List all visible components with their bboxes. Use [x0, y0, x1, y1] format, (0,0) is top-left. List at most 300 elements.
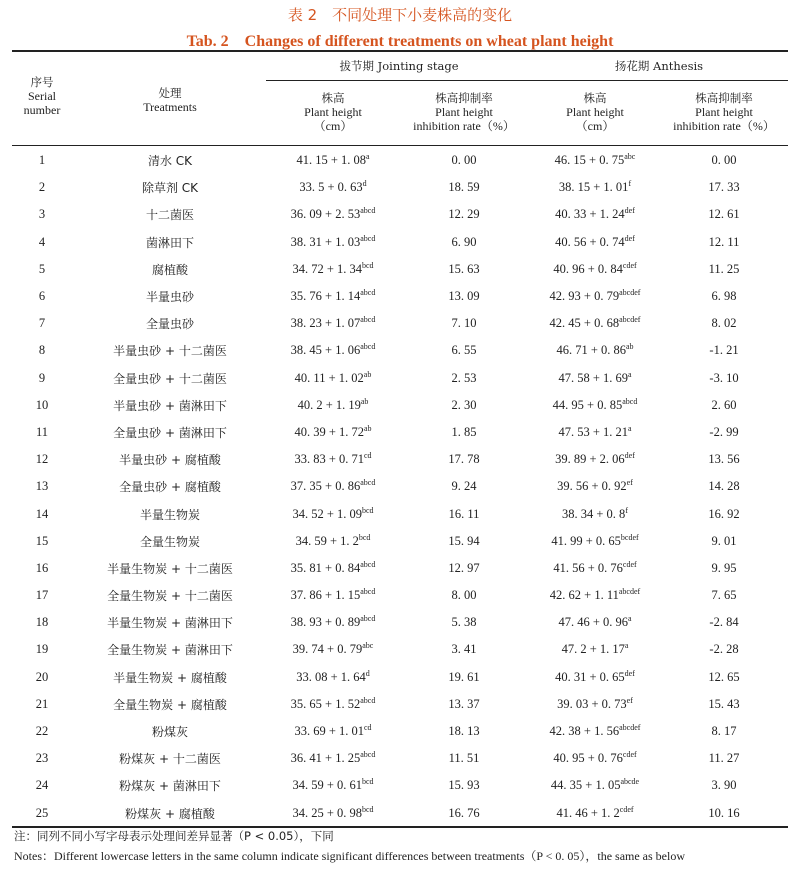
anthesis-rate-cell — [660, 664, 788, 691]
treatment-cell-value: 菌淋田下 — [145, 235, 194, 250]
jointing-rate-cell-value: 16. 11 — [448, 506, 480, 521]
serial-number-cell-value: 3 — [38, 207, 46, 222]
jointing-rate-cell-value: 1. 85 — [451, 424, 477, 439]
significance-letters: abcd — [360, 559, 376, 569]
anthesis-height-cell-value: 39. 56 + 0. 92 — [557, 479, 627, 494]
treatment-cell — [72, 201, 268, 228]
serial-number-cell — [12, 283, 72, 310]
significance-letters: def — [624, 233, 635, 243]
serial-number-cell-value: 23 — [35, 751, 49, 766]
anthesis-height-cell — [530, 419, 660, 446]
anthesis-rate-cell — [660, 691, 788, 718]
jointing-rate-cell-value: 15. 93 — [448, 778, 480, 793]
jointing-rate-cell — [398, 609, 530, 636]
header-treat-en: Treatments — [143, 100, 197, 114]
jointing-rate-cell — [398, 718, 530, 745]
anthesis-height-cell — [530, 636, 660, 663]
jointing-height-cell — [268, 256, 398, 283]
treatment-cell — [72, 664, 268, 691]
significance-letters: abcd — [360, 206, 376, 216]
jointing-rate-cell-value: 16. 76 — [448, 805, 480, 820]
significance-letters: cd — [364, 451, 372, 461]
table-row — [12, 392, 788, 419]
anthesis-rate-cell — [660, 772, 788, 799]
anthesis-rate-cell-value: 11. 27 — [708, 751, 740, 766]
jointing-height-cell — [268, 419, 398, 446]
anthesis-height-cell-value: 42. 45 + 0. 68 — [549, 316, 620, 331]
header-anthesis-height — [530, 91, 660, 133]
table-row — [12, 636, 788, 663]
serial-number-cell — [12, 392, 72, 419]
significance-letters: cdef — [622, 260, 637, 270]
serial-number-cell-value: 7 — [38, 316, 46, 331]
header-height-en: Plant height — [566, 105, 624, 119]
jointing-height-cell — [268, 800, 398, 827]
anthesis-rate-cell-value: 0. 00 — [711, 153, 737, 168]
jointing-height-cell — [268, 745, 398, 772]
anthesis-height-cell-value: 40. 96 + 0. 84 — [553, 261, 623, 276]
anthesis-rate-cell — [660, 256, 788, 283]
table-row — [12, 283, 788, 310]
treatment-cell-value: 全量生物炭 — [139, 534, 200, 549]
jointing-rate-cell-value: 12. 97 — [448, 560, 480, 575]
anthesis-height-cell — [530, 473, 660, 500]
anthesis-height-cell — [530, 691, 660, 718]
jointing-rate-cell — [398, 446, 530, 473]
serial-number-cell-value: 8 — [38, 343, 46, 358]
anthesis-height-cell-value: 39. 03 + 0. 73 — [557, 696, 627, 711]
anthesis-rate-cell-value: 13. 56 — [708, 452, 740, 467]
jointing-height-cell-value: 40. 39 + 1. 72 — [294, 424, 364, 439]
table-row — [12, 473, 788, 500]
treatment-cell-value: 十二菌医 — [145, 208, 194, 223]
significance-letters: cd — [364, 723, 372, 733]
significance-letters: a — [628, 369, 632, 379]
treatment-cell — [72, 419, 268, 446]
table-row — [12, 745, 788, 772]
anthesis-height-cell — [530, 201, 660, 228]
header-treat-cn: 处理 — [158, 86, 182, 100]
header-serial-en-2: number — [23, 103, 61, 117]
serial-number-cell-value: 6 — [38, 289, 46, 304]
serial-number-cell — [12, 365, 72, 392]
jointing-rate-cell-value: 11. 51 — [448, 751, 480, 766]
anthesis-height-cell — [530, 365, 660, 392]
serial-number-cell — [12, 201, 72, 228]
anthesis-rate-cell-value: 8. 02 — [711, 316, 737, 331]
header-treatments — [72, 86, 268, 114]
jointing-rate-cell-value: 2. 30 — [451, 397, 477, 412]
anthesis-height-cell — [530, 664, 660, 691]
anthesis-height-cell-value: 40. 31 + 0. 65 — [555, 669, 625, 684]
table-row — [12, 337, 788, 364]
anthesis-rate-cell — [660, 147, 788, 174]
anthesis-height-cell — [530, 582, 660, 609]
treatment-cell — [72, 310, 268, 337]
jointing-height-cell — [268, 473, 398, 500]
table-row — [12, 528, 788, 555]
significance-letters: abcd — [360, 587, 376, 597]
header-height-cn: 株高 — [583, 91, 607, 105]
significance-letters: bcd — [362, 777, 374, 787]
anthesis-rate-cell-value: -1. 21 — [709, 343, 739, 358]
table-row — [12, 772, 788, 799]
serial-number-cell — [12, 337, 72, 364]
treatment-cell — [72, 365, 268, 392]
serial-number-cell-value: 13 — [35, 479, 49, 494]
anthesis-rate-cell-value: 12. 11 — [708, 234, 740, 249]
anthesis-rate-cell — [660, 555, 788, 582]
significance-letters: abcdef — [619, 723, 641, 733]
header-rate-en-1: Plant height — [435, 105, 493, 119]
serial-number-cell-value: 10 — [35, 397, 49, 412]
header-rate-cn: 株高抑制率 — [695, 91, 753, 105]
serial-number-cell — [12, 446, 72, 473]
anthesis-height-cell-value: 46. 71 + 0. 86 — [556, 343, 626, 358]
treatment-cell — [72, 473, 268, 500]
significance-letters: abcd — [360, 288, 376, 298]
jointing-rate-cell — [398, 528, 530, 555]
jointing-height-cell — [268, 609, 398, 636]
serial-number-cell — [12, 691, 72, 718]
serial-number-cell-value: 25 — [35, 805, 49, 820]
anthesis-height-cell-value: 40. 56 + 0. 74 — [555, 234, 625, 249]
treatment-cell-value: 半量生物炭 + 腐植酸 — [113, 670, 227, 685]
anthesis-height-cell — [530, 609, 660, 636]
jointing-height-cell — [268, 500, 398, 527]
serial-number-cell-value: 16 — [35, 560, 49, 575]
significance-letters: bcd — [362, 804, 374, 814]
serial-number-cell — [12, 174, 72, 201]
anthesis-rate-cell-value: 14. 28 — [708, 479, 740, 494]
significance-letters: abcd — [360, 695, 376, 705]
jointing-height-cell — [268, 365, 398, 392]
significance-letters: a — [624, 641, 629, 651]
table-title-en: Tab. 2 Changes of different treatments on wheat plant height — [186, 33, 614, 50]
anthesis-height-cell — [530, 283, 660, 310]
serial-number-cell-value: 21 — [35, 696, 49, 711]
jointing-rate-cell — [398, 582, 530, 609]
jointing-height-cell — [268, 446, 398, 473]
jointing-height-cell-value: 35. 65 + 1. 52 — [290, 696, 361, 711]
jointing-rate-cell — [398, 337, 530, 364]
jointing-rate-cell-value: 15. 63 — [448, 261, 480, 276]
anthesis-rate-cell-value: 12. 61 — [708, 207, 740, 222]
significance-letters: bcd — [362, 505, 374, 515]
serial-number-cell-value: 5 — [38, 261, 46, 276]
jointing-height-cell-value: 37. 86 + 1. 15 — [290, 588, 361, 603]
anthesis-rate-cell-value: 17. 33 — [708, 180, 740, 195]
significance-letters: a — [366, 152, 370, 162]
anthesis-rate-cell-value: 16. 92 — [708, 506, 740, 521]
anthesis-height-cell-value: 39. 89 + 2. 06 — [555, 452, 625, 467]
anthesis-rate-cell-value: 7. 65 — [711, 588, 737, 603]
treatment-cell — [72, 772, 268, 799]
anthesis-height-cell-value: 41. 56 + 0. 76 — [553, 560, 623, 575]
jointing-rate-cell-value: 8. 00 — [451, 588, 477, 603]
treatment-cell-value: 粉煤灰 + 十二菌医 — [119, 752, 221, 767]
table-row — [12, 147, 788, 174]
treatment-cell — [72, 392, 268, 419]
table-row — [12, 365, 788, 392]
table-row — [12, 664, 788, 691]
anthesis-rate-cell — [660, 419, 788, 446]
anthesis-height-cell-value: 47. 58 + 1. 69 — [558, 370, 628, 385]
anthesis-height-cell — [530, 392, 660, 419]
jointing-rate-cell-value: 13. 09 — [448, 289, 480, 304]
header-height-unit: （cm） — [575, 119, 615, 133]
anthesis-rate-cell — [660, 337, 788, 364]
serial-number-cell — [12, 664, 72, 691]
jointing-rate-cell-value: 9. 24 — [451, 479, 477, 494]
jointing-height-cell-value: 34. 25 + 0. 98 — [292, 805, 362, 820]
treatment-cell — [72, 609, 268, 636]
note-cn: 注：同列不同小写字母表示处理间差异显著（P < 0.05），下同 — [14, 829, 334, 843]
treatment-cell-value: 半量生物炭 — [139, 507, 200, 522]
significance-letters: abcde — [620, 777, 640, 787]
jointing-height-cell-value: 34. 72 + 1. 34 — [292, 261, 362, 276]
serial-number-cell-value: 9 — [38, 370, 46, 385]
serial-number-cell-value: 1 — [38, 153, 46, 168]
jointing-rate-cell-value: 6. 90 — [451, 234, 477, 249]
header-anthesis-rate — [660, 91, 788, 133]
anthesis-rate-cell — [660, 201, 788, 228]
significance-letters: def — [624, 206, 635, 216]
serial-number-cell-value: 19 — [35, 642, 49, 657]
significance-letters: bcd — [358, 532, 371, 542]
treatment-cell — [72, 555, 268, 582]
jointing-height-cell — [268, 392, 398, 419]
serial-number-cell — [12, 772, 72, 799]
anthesis-rate-cell — [660, 636, 788, 663]
anthesis-rate-cell-value: 2. 60 — [711, 397, 737, 412]
serial-number-cell-value: 18 — [35, 615, 49, 630]
jointing-height-cell-value: 35. 81 + 0. 84 — [290, 560, 361, 575]
significance-letters: bcdef — [620, 532, 639, 542]
treatment-cell — [72, 446, 268, 473]
jointing-rate-cell — [398, 201, 530, 228]
treatment-cell-value: 全量生物炭 + 腐植酸 — [113, 697, 227, 712]
anthesis-rate-cell — [660, 283, 788, 310]
anthesis-rate-cell — [660, 582, 788, 609]
jointing-height-cell-value: 37. 35 + 0. 86 — [290, 479, 361, 494]
treatment-cell-value: 半量虫砂 + 十二菌医 — [113, 344, 227, 359]
header-jointing-height — [268, 91, 398, 133]
jointing-height-cell-value: 40. 11 + 1. 02 — [294, 370, 364, 385]
jointing-height-cell-value: 33. 08 + 1. 64 — [296, 669, 366, 684]
significance-letters: cdef — [622, 559, 637, 569]
treatment-cell-value: 全量生物炭 + 菌淋田下 — [107, 643, 233, 658]
jointing-rate-cell-value: 18. 59 — [448, 180, 480, 195]
anthesis-height-cell-value: 41. 46 + 1. 2 — [556, 805, 620, 820]
serial-number-cell — [12, 473, 72, 500]
header-anthesis: 扬花期 Anthesis — [614, 59, 704, 73]
jointing-rate-cell — [398, 555, 530, 582]
jointing-height-cell-value: 33. 83 + 0. 71 — [294, 452, 364, 467]
treatment-cell — [72, 636, 268, 663]
header-jointing-stage: 拔节期 Jointing stage — [339, 59, 459, 73]
jointing-rate-cell-value: 5. 38 — [451, 615, 477, 630]
subheader-rule — [266, 80, 788, 81]
significance-letters: ab — [626, 342, 634, 352]
jointing-height-cell-value: 38. 93 + 0. 89 — [290, 615, 361, 630]
significance-letters: f — [628, 179, 632, 189]
anthesis-height-cell — [530, 555, 660, 582]
anthesis-height-cell-value: 38. 34 + 0. 8 — [562, 506, 626, 521]
jointing-rate-cell-value: 13. 37 — [448, 696, 480, 711]
anthesis-height-cell — [530, 772, 660, 799]
significance-letters: cdef — [622, 750, 637, 760]
anthesis-rate-cell — [660, 718, 788, 745]
serial-number-cell — [12, 500, 72, 527]
anthesis-height-cell-value: 46. 15 + 0. 75 — [554, 153, 625, 168]
treatment-cell-value: 粉煤灰 + 腐植酸 — [125, 806, 215, 821]
anthesis-rate-cell-value: -2. 28 — [709, 642, 739, 657]
header-height-cn: 株高 — [321, 91, 345, 105]
serial-number-cell — [12, 800, 72, 827]
serial-number-cell-value: 2 — [38, 180, 46, 195]
top-rule — [12, 50, 788, 52]
serial-number-cell — [12, 310, 72, 337]
table-row — [12, 555, 788, 582]
jointing-height-cell — [268, 772, 398, 799]
serial-number-cell-value: 22 — [35, 724, 49, 739]
anthesis-height-cell-value: 41. 99 + 0. 65 — [551, 533, 621, 548]
anthesis-rate-cell — [660, 500, 788, 527]
header-rate-en-1: Plant height — [695, 105, 753, 119]
treatment-cell-value: 除草剂 CK — [141, 181, 199, 196]
jointing-rate-cell — [398, 365, 530, 392]
header-serial-en-1: Serial — [28, 89, 56, 103]
significance-letters: abcdef — [619, 315, 641, 325]
jointing-height-cell-value: 34. 52 + 1. 09 — [292, 506, 362, 521]
jointing-height-cell — [268, 229, 398, 256]
header-serial-cn: 序号 — [30, 75, 54, 89]
anthesis-rate-cell-value: -2. 84 — [709, 615, 739, 630]
jointing-rate-cell — [398, 310, 530, 337]
anthesis-rate-cell-value: -2. 99 — [709, 424, 739, 439]
serial-number-cell — [12, 636, 72, 663]
treatment-cell — [72, 745, 268, 772]
treatment-cell — [72, 256, 268, 283]
jointing-rate-cell — [398, 745, 530, 772]
anthesis-rate-cell-value: 6. 98 — [711, 289, 737, 304]
anthesis-rate-cell — [660, 609, 788, 636]
jointing-rate-cell — [398, 691, 530, 718]
jointing-rate-cell — [398, 500, 530, 527]
significance-letters: d — [365, 668, 370, 678]
treatment-cell — [72, 718, 268, 745]
header-bottom-rule — [12, 145, 788, 146]
jointing-rate-cell-value: 12. 29 — [448, 207, 480, 222]
table-row — [12, 446, 788, 473]
serial-number-cell-value: 17 — [35, 588, 49, 603]
jointing-height-cell-value: 38. 23 + 1. 07 — [290, 316, 361, 331]
treatment-cell — [72, 283, 268, 310]
jointing-height-cell — [268, 636, 398, 663]
anthesis-height-cell — [530, 256, 660, 283]
jointing-height-cell — [268, 201, 398, 228]
anthesis-height-cell-value: 42. 93 + 0. 79 — [549, 289, 620, 304]
anthesis-height-cell-value: 40. 33 + 1. 24 — [555, 207, 625, 222]
jointing-height-cell — [268, 528, 398, 555]
jointing-height-cell — [268, 147, 398, 174]
jointing-rate-cell-value: 3. 41 — [451, 642, 477, 657]
anthesis-height-cell — [530, 337, 660, 364]
table-row — [12, 201, 788, 228]
jointing-rate-cell — [398, 473, 530, 500]
treatment-cell-value: 半量虫砂 — [145, 290, 194, 305]
significance-letters: f — [625, 505, 628, 515]
significance-letters: abcd — [360, 233, 376, 243]
jointing-height-cell-value: 33. 5 + 0. 63 — [299, 180, 363, 195]
jointing-rate-cell — [398, 256, 530, 283]
jointing-height-cell — [268, 718, 398, 745]
treatment-cell-value: 粉煤灰 — [151, 725, 188, 740]
significance-letters: abcd — [360, 342, 376, 352]
significance-letters: abcd — [360, 315, 376, 325]
anthesis-rate-cell — [660, 392, 788, 419]
jointing-height-cell-value: 33. 69 + 1. 01 — [294, 724, 364, 739]
table-row — [12, 609, 788, 636]
anthesis-rate-cell-value: 3. 90 — [711, 778, 737, 793]
significance-letters: ab — [363, 369, 372, 379]
significance-letters: a — [628, 423, 632, 433]
significance-letters: def — [624, 668, 635, 678]
anthesis-rate-cell — [660, 473, 788, 500]
significance-letters: abcd — [360, 750, 376, 760]
treatment-cell-value: 半量生物炭 + 菌淋田下 — [107, 616, 233, 631]
significance-letters: abcd — [360, 614, 376, 624]
anthesis-height-cell-value: 47. 53 + 1. 21 — [558, 424, 628, 439]
significance-letters: def — [624, 451, 635, 461]
anthesis-rate-cell-value: 9. 95 — [711, 560, 737, 575]
jointing-rate-cell — [398, 772, 530, 799]
jointing-height-cell-value: 38. 31 + 1. 03 — [290, 234, 361, 249]
serial-number-cell-value: 15 — [35, 533, 49, 548]
treatment-cell-value: 半量虫砂 + 腐植酸 — [119, 453, 221, 468]
jointing-height-cell-value: 36. 09 + 2. 53 — [290, 207, 361, 222]
jointing-rate-cell — [398, 392, 530, 419]
jointing-rate-cell — [398, 147, 530, 174]
serial-number-cell — [12, 147, 72, 174]
jointing-rate-cell — [398, 664, 530, 691]
treatment-cell-value: 粉煤灰 + 菌淋田下 — [119, 779, 221, 794]
treatment-cell — [72, 528, 268, 555]
jointing-height-cell-value: 34. 59 + 0. 61 — [292, 778, 362, 793]
anthesis-height-cell-value: 38. 15 + 1. 01 — [558, 180, 629, 195]
anthesis-rate-cell-value: 11. 25 — [708, 261, 740, 276]
significance-letters: abc — [362, 641, 374, 651]
anthesis-height-cell-value: 47. 2 + 1. 17 — [561, 642, 625, 657]
significance-letters: abcd — [622, 396, 638, 406]
anthesis-rate-cell — [660, 528, 788, 555]
jointing-height-cell-value: 40. 2 + 1. 19 — [297, 397, 361, 412]
anthesis-rate-cell-value: 9. 01 — [711, 533, 737, 548]
treatment-cell — [72, 337, 268, 364]
header-rate-cn: 株高抑制率 — [435, 91, 493, 105]
jointing-rate-cell — [398, 636, 530, 663]
treatment-cell-value: 全量虫砂 + 十二菌医 — [113, 371, 227, 386]
serial-number-cell-value: 11 — [35, 424, 49, 439]
treatment-cell-value: 半量虫砂 + 菌淋田下 — [113, 398, 227, 413]
serial-number-cell — [12, 555, 72, 582]
jointing-height-cell-value: 34. 59 + 1. 2 — [295, 533, 359, 548]
treatment-cell — [72, 147, 268, 174]
jointing-rate-cell-value: 0. 00 — [451, 153, 477, 168]
table-row — [12, 800, 788, 827]
jointing-height-cell — [268, 691, 398, 718]
